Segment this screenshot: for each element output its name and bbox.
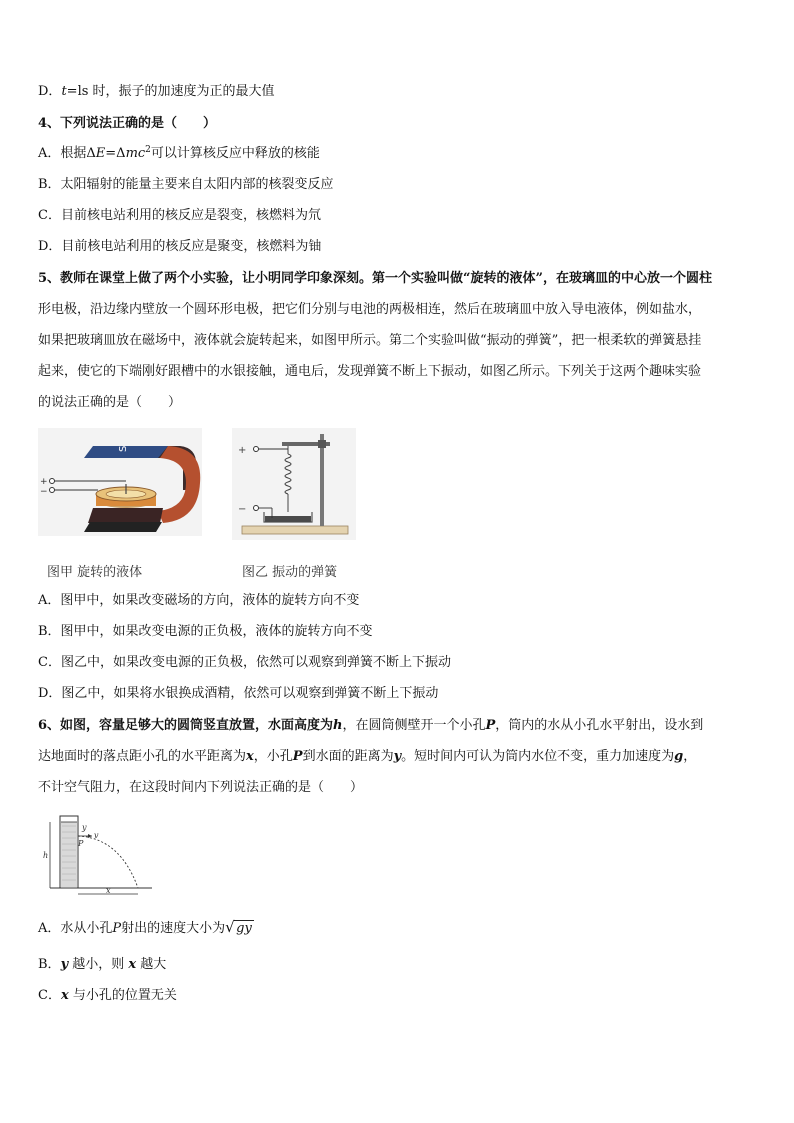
q6-stem-line-1: 6、如图，容量足够大的圆筒竖直放置，水面高度为h，在圆筒侧壁开一个小孔P，筒内的水从小孔水平射出，设水到 [38, 718, 704, 733]
svg-text:−: − [40, 487, 48, 497]
svg-text:+: + [40, 477, 48, 487]
q5-option-b: B．图甲中，如果改变电源的正负极，液体的旋转方向不变 [38, 624, 373, 639]
sqrt-gy: √ gy [225, 918, 252, 936]
svg-text:+: + [238, 445, 247, 456]
q5-option-d: D．图乙中，如果将水银换成酒精，依然可以观察到弹簧不断上下振动 [38, 686, 439, 701]
q4-stem: 4、下列说法正确的是（ ） [38, 116, 217, 131]
caption-fig-b: 图乙 振动的弹簧 [242, 565, 338, 580]
q6-stem-line-2: 达地面时的落点距小孔的水平距离为x，小孔P到水面的距离为y。短时间内可认为筒内水位不变，重力加速度为g， [38, 749, 697, 764]
q6-stem-line-3: 不计空气阻力，在这段时间内下列说法正确的是（ ） [38, 780, 364, 795]
q4-option-c: C．目前核电站利用的核反应是裂变，核燃料为氘 [38, 208, 321, 223]
q5-stem-line-1: 5、教师在课堂上做了两个小实验，让小明同学印象深刻。第一个实验叫做“旋转的液体”，在玻璃皿的中心放一个圆柱 [38, 271, 713, 286]
svg-text:P: P [78, 839, 84, 848]
q4-option-d: D．目前核电站利用的核反应是聚变，核燃料为铀 [38, 239, 322, 254]
svg-text:y: y [82, 823, 87, 832]
rotating-liquid-figure [38, 428, 202, 536]
water-tank-figure [40, 812, 156, 898]
svg-text:−: − [238, 504, 247, 515]
q4-option-a: A．根据ΔE=Δmc$^2$可以计算核反应中释放的核能 [38, 145, 320, 161]
q5-stem-line-3: 如果把玻璃皿放在磁场中，液体就会旋转起来，如图甲所示。第二个实验叫做“振动的弹簧”，把一根柔软的弹簧悬挂 [38, 333, 702, 348]
q5-option-a: A．图甲中，如果改变磁场的方向，液体的旋转方向不变 [38, 593, 360, 608]
q5-stem-line-4: 起来，使它的下端刚好跟槽中的水银接触，通电后，发现弹簧不断上下振动，如图乙所示。下列关于这两个趣味实验 [38, 364, 702, 379]
q6-option-b: B．y 越小，则 x 越大 [38, 957, 167, 972]
magnet-s-label: S [118, 445, 129, 452]
vibrating-spring-figure [232, 428, 356, 540]
caption-fig-a: 图甲 旋转的液体 [47, 565, 143, 580]
svg-text:x: x [106, 886, 111, 895]
svg-text:v: v [94, 831, 99, 840]
q6-option-a: A．水从小孔P射出的速度大小为 √ gy [38, 918, 252, 936]
q6-option-c: C．x 与小孔的位置无关 [38, 988, 177, 1003]
svg-text:h: h [43, 851, 49, 860]
q5-stem-line-2: 形电极，沿边缘内壁放一个圆环形电极，把它们分别与电池的两极相连，然后在玻璃皿中放入导电液体，例如盐水， [38, 302, 702, 317]
q4-option-b: B．太阳辐射的能量主要来自太阳内部的核裂变反应 [38, 177, 334, 192]
q5-option-c: C．图乙中，如果改变电源的正负极，依然可以观察到弹簧不断上下振动 [38, 655, 451, 670]
q5-stem-line-5: 的说法正确的是（ ） [38, 395, 182, 410]
q3-option-d: D．t=ls 时，振子的加速度为正的最大值 [38, 84, 275, 99]
